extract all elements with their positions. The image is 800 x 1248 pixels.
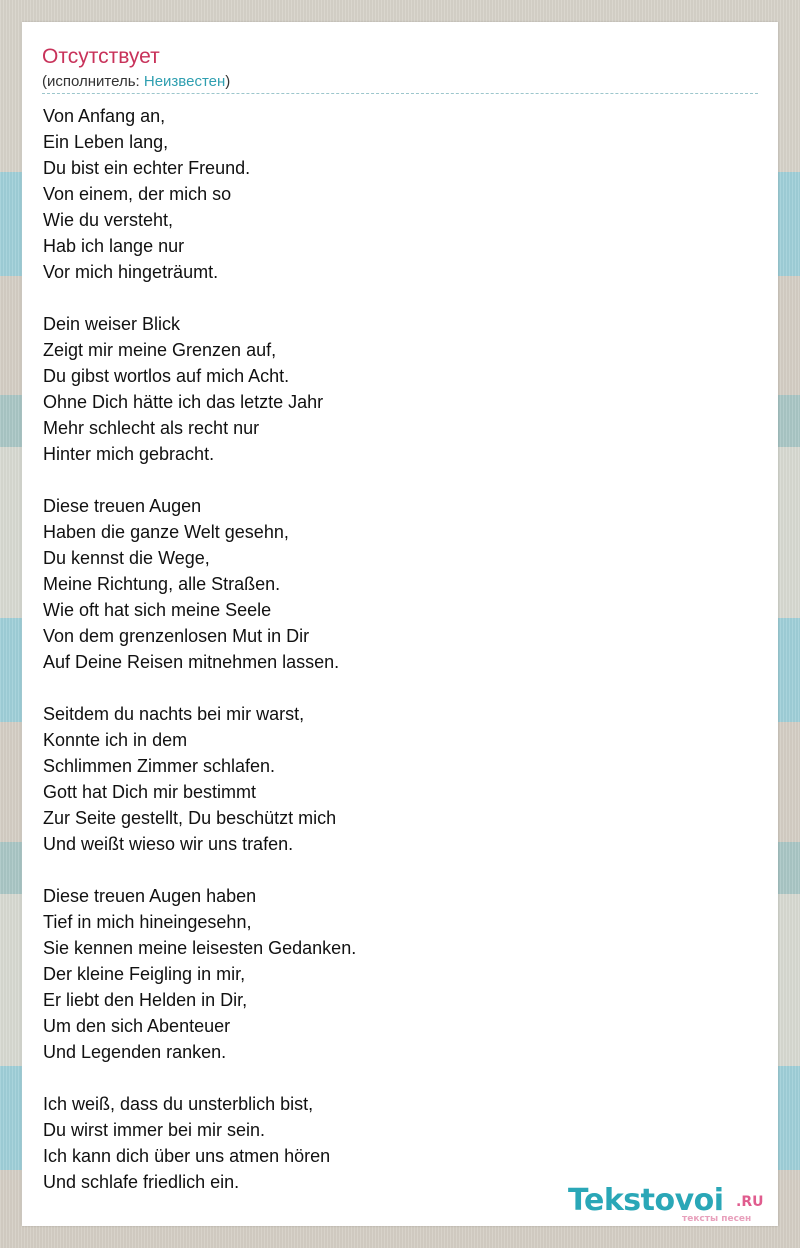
- artist-suffix: ): [225, 73, 231, 90]
- lyric-line: Vor mich hingeträumt.: [43, 262, 219, 282]
- lyric-line: Du wirst immer bei mir sein.: [43, 1120, 266, 1140]
- lyric-line: Diese treuen Augen haben: [43, 886, 257, 906]
- lyric-line: Auf Deine Reisen mitnehmen lassen.: [43, 652, 340, 672]
- lyric-line: Zeigt mir meine Grenzen auf,: [43, 340, 277, 360]
- title-divider: [42, 93, 758, 94]
- logo-tagline: тексты песен: [682, 1214, 752, 1224]
- lyric-line: Er liebt den Helden in Dir,: [43, 990, 248, 1010]
- lyric-line: Und Legenden ranken.: [43, 1042, 227, 1062]
- lyric-line: Von Anfang an,: [43, 106, 166, 126]
- lyric-line: Mehr schlecht als recht nur: [43, 418, 260, 438]
- lyric-line: Ein Leben lang,: [43, 132, 169, 152]
- lyric-line: Von einem, der mich so: [43, 184, 232, 204]
- lyric-line: Du bist ein echter Freund.: [43, 158, 251, 178]
- lyric-line: Sie kennen meine leisesten Gedanken.: [43, 938, 357, 958]
- lyric-line: Von dem grenzenlosen Mut in Dir: [43, 626, 310, 646]
- lyric-line: Und schlafe friedlich ein.: [43, 1172, 240, 1192]
- song-title: Отсутствует: [42, 45, 160, 68]
- site-logo[interactable]: [568, 1184, 778, 1224]
- lyric-line: Ich kann dich über uns atmen hören: [43, 1146, 331, 1166]
- artist-link[interactable]: Неизвестен: [143, 73, 226, 90]
- lyric-line: Zur Seite gestellt, Du beschützt mich: [43, 808, 337, 828]
- lyric-line: Wie du versteht,: [43, 210, 174, 230]
- lyric-line: Meine Richtung, alle Straßen.: [43, 574, 281, 594]
- lyric-line: Wie oft hat sich meine Seele: [43, 600, 272, 620]
- lyric-line: Tief in mich hineingesehn,: [43, 912, 252, 932]
- lyric-line: Ohne Dich hätte ich das letzte Jahr: [43, 392, 324, 412]
- lyric-line: Gott hat Dich mir bestimmt: [43, 782, 257, 802]
- stanza-gap: [43, 675, 743, 701]
- stanza-gap: [43, 285, 743, 311]
- lyric-line: Du kennst die Wege,: [43, 548, 210, 568]
- stanza-gap: [43, 1065, 743, 1091]
- lyric-line: Seitdem du nachts bei mir warst,: [43, 704, 305, 724]
- lyric-line: Um den sich Abenteuer: [43, 1016, 231, 1036]
- lyric-line: Du gibst wortlos auf mich Acht.: [43, 366, 290, 386]
- lyric-line: Und weißt wieso wir uns trafen.: [43, 834, 294, 854]
- logo-name: Tekstovoi: [568, 1183, 724, 1218]
- lyrics-card: [22, 22, 778, 1226]
- lyric-line: Konnte ich in dem: [43, 730, 188, 750]
- stanza-gap: [43, 467, 743, 493]
- lyrics-text: [43, 103, 743, 1195]
- logo-tld: .RU: [736, 1194, 764, 1210]
- lyric-line: Hinter mich gebracht.: [43, 444, 215, 464]
- artist-prefix: (исполнитель:: [42, 73, 144, 90]
- lyric-line: Hab ich lange nur: [43, 236, 185, 256]
- lyric-line: Ich weiß, dass du unsterblich bist,: [43, 1094, 314, 1114]
- stanza-gap: [43, 857, 743, 883]
- lyric-line: Diese treuen Augen: [43, 496, 202, 516]
- lyric-line: Haben die ganze Welt gesehn,: [43, 522, 289, 542]
- lyric-line: Dein weiser Blick: [43, 314, 181, 334]
- artist-line: [42, 73, 230, 91]
- lyric-line: Der kleine Feigling in mir,: [43, 964, 246, 984]
- lyric-line: Schlimmen Zimmer schlafen.: [43, 756, 276, 776]
